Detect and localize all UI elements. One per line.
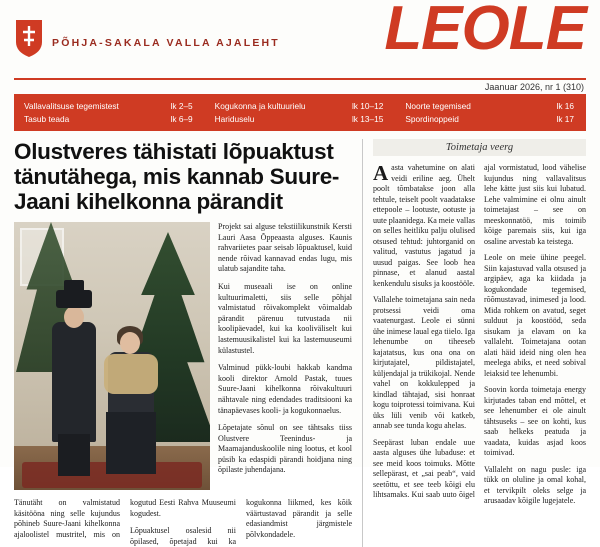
index-item-label: Hariduselu bbox=[214, 114, 255, 124]
index-item-label: Vallavalitsuse tegemistest bbox=[24, 101, 119, 111]
article-paragraph: Lõpetajate sõnul on see tähtsaks tiiss Olustvere Teenindus- ja Maamajanduskoolile ning lootus, et kool püsib ka edaspidi pärandi hoidjana ning õpilaste juhendajana. bbox=[218, 423, 352, 475]
index-item-label: Noorte tegemised bbox=[405, 101, 471, 111]
masthead-title: LEOLE bbox=[384, 0, 586, 63]
editorial-paragraph: Leole on meie ühine peegel. Siin kajastuvad valla otsused ja argipäev, aga ka kiidada ja kogukondade tegemised, rõõmustavad, inimesed ja lood. Mida rohkem on avatud, seget sulduut ja koostööd, seda sisukam ja elavam on ka vallaleht. Toimetajana ootan alati häid ideid ning olen hea meelega abiks, et need sobival leiaksid tee lehenumbi. bbox=[484, 253, 586, 378]
issue-date: Jaanuar 2026, nr 1 (310) bbox=[484, 82, 584, 92]
editorial-paragraph: Seepärast luban endale uue aasta alguses ühe lubaduse: et see meid koos toimuks. Mõtte sellepärast, et „sai peab“, vaid seetõttu, et see teeb kõigi elu lihtsamaks. Kui saab uuto õigel ajal vormistatud, lood vähelise kujundus ning vallavalitsus lehe kätte just siis kui lubatud. Lehe valmimine ei olnu ainult toimetajast – see on meeskonnatöö, mis toimib kõige paremais siis, kui iga osaline arvestab ka teistega. bbox=[373, 163, 586, 499]
page-body bbox=[14, 139, 586, 547]
index-item-label: Tasub teada bbox=[24, 114, 70, 124]
editorial-column bbox=[362, 139, 586, 547]
index-item-pages: lk 16 bbox=[556, 101, 575, 111]
article-paragraph: Projekt sai alguse tekstiilikunstnik Kersti Lauri Aasa Õppeaasta alguses. Kaunis rahvariietes paar seisab lõpuaktusel, kuid nende rõivad kannavad endas lugu, mis ulatub sajandite taha. bbox=[218, 222, 352, 274]
editorial-body bbox=[373, 163, 586, 507]
editorial-paragraph: Aasta vahetumine on alati veidi eriline aeg. Ühelt poolt tõmbatakse joon alla tehtule, teiselt poolt vaadatakse ettepoole – lootuste, ootuste ja uute plaanidega. Ka meie vallas on selles heitliku palju olulised otsused tehtud: juhtorganid on valitud, vastutus jagatud ja uusud paigas. See loob hea pinnase, et alanud aastal kenkendulu sisuks ja koostööle. bbox=[373, 161, 475, 288]
editorial-paragraph: Vallaleht on nagu pusle: iga tükk on oluline ja omal kohal, et tervikpilt oleks selge ja arusaadav kõigile lugejatele. bbox=[484, 464, 586, 505]
lead-article bbox=[14, 139, 362, 547]
editorial-paragraph: Vallalehe toimetajana sain neda protsessi veidi oma vaatenurgast. Leole ei sünni ühe inimese laual ega tiielo. Iga lehenumbe on tiheeseb kajatatsus, kus ona ona on kirjutajatel, pildistajatel, küljendajal ja trükikojal. Nende vahel on kokkulepped ja kindlad tähtajad, sisi honraat kogu toiprotessi toimivana. Kui üks lüli venib või katkeb, annab see tunda kogu ahelas. bbox=[373, 295, 475, 430]
article-paragraph: Lõpuaktusel osalesid nii õpilased, õpetajad kui ka kogukonna liikmed, kes kõik väärtustavad pärandit ja selle edasiandmist järgmistele põlvkondadele. bbox=[130, 498, 352, 546]
index-bar bbox=[14, 96, 586, 131]
article-bottom bbox=[14, 498, 352, 547]
index-item[interactable] bbox=[24, 113, 205, 126]
article-paragraph: Tänutäht on valmistatud käsitööna ning selle kujundus põhineb Suure-Jaani kihelkonna ajaloolistel mustritel, mis on kogutud Eesti Rahva Muuseumi kogudest. bbox=[14, 498, 236, 539]
index-item[interactable] bbox=[405, 113, 586, 126]
article-paragraph: Valminud pükk-loubi hakkab kandma kooli direktor Arnold Pastak, tuues Suure-Jaani kihelkonna rõivakultuuri nähtavale ning edendades traditsiooni ka tänapäevases kooli- ja kogukonnaelus. bbox=[218, 363, 352, 415]
lopuaktus-photo bbox=[14, 222, 210, 490]
masthead bbox=[0, 0, 600, 78]
index-item-label: Spordinoppeid bbox=[405, 114, 459, 124]
index-item-pages: lk 10–12 bbox=[351, 101, 384, 111]
index-column-2 bbox=[205, 100, 396, 126]
issue-bar bbox=[14, 78, 586, 96]
index-item[interactable] bbox=[24, 100, 205, 113]
masthead-subtitle: PÕHJA-SAKALA VALLA AJALEHT bbox=[52, 37, 280, 49]
coat-of-arms-icon bbox=[14, 18, 44, 58]
index-item[interactable] bbox=[215, 113, 396, 126]
index-item[interactable] bbox=[215, 100, 396, 113]
article-paragraph: Kui museaali ise on online kultuurimaletti, siis selle põhjal valmistatud rõivakomplekt võimaldab pärandit pärenuu tutvustada nii koolipäevadel, kui ka kooliväliselt kui lastemuusikalistel kui ka lastemuuseumi külastustel. bbox=[218, 281, 352, 355]
index-item[interactable] bbox=[405, 100, 586, 113]
index-item-pages: lk 17 bbox=[556, 114, 575, 124]
editorial-title: Toimetaja veerg bbox=[373, 139, 586, 156]
article-column-1 bbox=[218, 222, 352, 490]
index-item-pages: lk 2–5 bbox=[170, 101, 193, 111]
index-column-1 bbox=[14, 100, 205, 126]
index-item-pages: lk 13–15 bbox=[351, 114, 384, 124]
editorial-paragraph: Soovin korda toimetaja energy kirjutades taban end mõttel, et see lehenumber ei ole ainult tähtsuseks – see on kohti, kus saab helkeks peatuda ja vaadata, kuidas asjad koos toimivad. bbox=[484, 385, 586, 457]
photo-person-right bbox=[100, 308, 162, 476]
page-title: Olustveres tähistati lõpuaktust tänutähega, mis kannab Suure-Jaani kihelkonna pärandit bbox=[14, 139, 340, 214]
article-top bbox=[14, 222, 352, 490]
index-item-pages: lk 6–9 bbox=[170, 114, 193, 124]
index-column-3 bbox=[395, 100, 586, 126]
index-item-label: Kogukonna ja kultuurielu bbox=[214, 101, 306, 111]
photo-person-left bbox=[46, 288, 102, 474]
